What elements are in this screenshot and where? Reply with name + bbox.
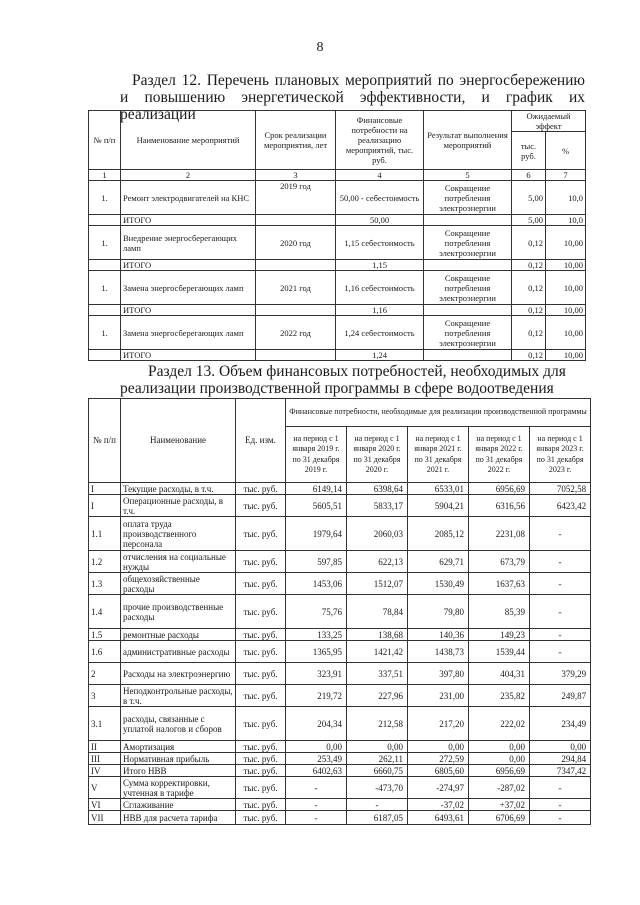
row-value: 85,39 (469, 595, 530, 629)
table-row (89, 181, 586, 215)
table-row (89, 495, 591, 517)
row-value: - (530, 811, 591, 825)
row-unit: тыс. руб. (236, 777, 286, 799)
row-finance: 1,15 себестоимость (336, 226, 424, 260)
row-finance: 1,24 себестоимость (336, 316, 424, 350)
row-value: 1979,64 (286, 517, 347, 551)
row-value: 0,00 (286, 741, 347, 753)
table-row (89, 811, 591, 825)
header-period: на период с 1 января 2021 г. по 31 декабря 2021 г. (408, 427, 469, 483)
row-value: - (530, 595, 591, 629)
row-value: 622,13 (347, 551, 408, 573)
row-name: общехозяйственные расходы (121, 573, 236, 595)
row-value: 673,79 (469, 551, 530, 573)
col-number: 7 (546, 170, 586, 181)
row-value: - (530, 777, 591, 799)
row-result: Сокращение потребления электроэнергии (424, 316, 512, 350)
row-value: 597,85 (286, 551, 347, 573)
row-name: Операционные расходы, в т.ч. (121, 495, 236, 517)
row-value: -37,02 (408, 799, 469, 811)
row-value: - (530, 799, 591, 811)
row-rub: 0,12 (512, 226, 546, 260)
row-result: Сокращение потребления электроэнергии (424, 181, 512, 215)
total-pct: 10,00 (546, 350, 586, 361)
row-value: 6533,01 (408, 483, 469, 495)
row-value: - (530, 629, 591, 641)
row-num: VI (89, 799, 121, 811)
row-num: 1. (89, 316, 121, 350)
row-value: 404,31 (469, 663, 530, 685)
row-value: -473,70 (347, 777, 408, 799)
row-value: 397,80 (408, 663, 469, 685)
header-num: № п/п (89, 399, 121, 483)
row-name: Текущие расходы, в т.ч. (121, 483, 236, 495)
row-value: -287,02 (469, 777, 530, 799)
row-unit: тыс. руб. (236, 483, 286, 495)
row-value: 219,72 (286, 685, 347, 707)
total-finance: 1,15 (336, 260, 424, 271)
financial-needs-table (88, 398, 591, 825)
row-value: 294,84 (530, 753, 591, 765)
row-name: Итого НВВ (121, 765, 236, 777)
header-period: на период с 1 января 2020 г. по 31 декабря 2020 г. (347, 427, 408, 483)
row-num: 1. (89, 226, 121, 260)
row-unit: тыс. руб. (236, 685, 286, 707)
row-num: 1.5 (89, 629, 121, 641)
row-value: 6660,75 (347, 765, 408, 777)
row-pct: 10,00 (546, 316, 586, 350)
row-value: 6402,63 (286, 765, 347, 777)
total-row (89, 305, 586, 316)
row-value: 1539,44 (469, 641, 530, 663)
row-result: Сокращение потребления электроэнергии (424, 271, 512, 305)
row-value: 6493,61 (408, 811, 469, 825)
row-value: 6706,69 (469, 811, 530, 825)
row-finance: 50,00 - себестоимость (336, 181, 424, 215)
col-number: 6 (512, 170, 546, 181)
row-num: 1.4 (89, 595, 121, 629)
row-num: 1.6 (89, 641, 121, 663)
row-value: 75,76 (286, 595, 347, 629)
row-term: 2020 год (256, 226, 336, 260)
row-name: Ремонт электродвигателей на КНС (121, 181, 256, 215)
row-unit: тыс. руб. (236, 811, 286, 825)
row-value: 1438,73 (408, 641, 469, 663)
row-value: 6956,69 (469, 765, 530, 777)
row-value: 323,91 (286, 663, 347, 685)
row-value: 0,00 (469, 741, 530, 753)
row-value: 5904,21 (408, 495, 469, 517)
row-num: I (89, 495, 121, 517)
row-unit: тыс. руб. (236, 741, 286, 753)
row-value: 2231,08 (469, 517, 530, 551)
total-label: ИТОГО (121, 215, 256, 226)
header-name: Наименование (121, 399, 236, 483)
row-unit: тыс. руб. (236, 573, 286, 595)
col-number: 2 (121, 170, 256, 181)
row-value: 78,84 (347, 595, 408, 629)
table-row (89, 663, 591, 685)
table-row (89, 573, 591, 595)
row-term: 2019 год (256, 181, 336, 215)
row-num: II (89, 741, 121, 753)
row-rub: 0,12 (512, 316, 546, 350)
header-term: Срок реализации мероприятия, лет (256, 111, 336, 170)
row-name: Сглаживание (121, 799, 236, 811)
row-pct: 10,00 (546, 271, 586, 305)
table-row (89, 641, 591, 663)
row-value: - (347, 799, 408, 811)
row-value: 204,34 (286, 707, 347, 741)
row-num: 3 (89, 685, 121, 707)
table-row (89, 517, 591, 551)
row-value: -274,97 (408, 777, 469, 799)
row-value: 222,02 (469, 707, 530, 741)
row-num: 1. (89, 271, 121, 305)
row-num: VII (89, 811, 121, 825)
table-row (89, 777, 591, 799)
row-value: 1365,95 (286, 641, 347, 663)
total-rub: 0,12 (512, 305, 546, 316)
table-row (89, 685, 591, 707)
header-effect: Ожидаемый эффект (512, 111, 586, 132)
row-unit: тыс. руб. (236, 765, 286, 777)
row-unit: тыс. руб. (236, 495, 286, 517)
row-name: Амортизация (121, 741, 236, 753)
table-row (89, 271, 586, 305)
row-value: 7347,42 (530, 765, 591, 777)
row-rub: 5,00 (512, 181, 546, 215)
section-13-title: Раздел 13. Объем финансовых потребностей, необходимых для реализации производственной программы в сфере водоотведения (120, 363, 566, 397)
table-row (89, 799, 591, 811)
header-period: на период с 1 января 2019 г. по 31 декабря 2019 г. (286, 427, 347, 483)
table-row (89, 707, 591, 741)
row-pct: 10,00 (546, 226, 586, 260)
table-row (89, 765, 591, 777)
row-num: 2 (89, 663, 121, 685)
total-finance: 50,00 (336, 215, 424, 226)
header-num: № п/п (89, 111, 121, 170)
row-value: 231,00 (408, 685, 469, 707)
row-num: III (89, 753, 121, 765)
header-unit: Ед. изм. (236, 399, 286, 483)
row-value: 217,20 (408, 707, 469, 741)
total-pct: 10,00 (546, 260, 586, 271)
table-row (89, 753, 591, 765)
total-rub: 0,12 (512, 350, 546, 361)
row-value: 6187,05 (347, 811, 408, 825)
table-row (89, 551, 591, 573)
row-value: 0,00 (347, 741, 408, 753)
row-value: 2085,12 (408, 517, 469, 551)
col-number: 5 (424, 170, 512, 181)
table-row (89, 316, 586, 350)
row-value: 1530,49 (408, 573, 469, 595)
row-value: 6398,64 (347, 483, 408, 495)
total-row (89, 215, 586, 226)
total-row (89, 350, 586, 361)
row-unit: тыс. руб. (236, 551, 286, 573)
row-value: - (530, 641, 591, 663)
row-rub: 0,12 (512, 271, 546, 305)
row-value: 6423,42 (530, 495, 591, 517)
row-name: Замена энергосберегающих ламп (121, 316, 256, 350)
total-label: ИТОГО (121, 305, 256, 316)
section-12-title: Раздел 12. Перечень плановых мероприятий по энергосбережению и повышению энергетической эффективности, и график их реализации (120, 72, 585, 123)
row-value: 629,71 (408, 551, 469, 573)
total-label: ИТОГО (121, 350, 256, 361)
header-finance: Финансовые потребности, необходимые для реализации производственной программы (286, 399, 591, 427)
col-number: 4 (336, 170, 424, 181)
row-value: 5605,51 (286, 495, 347, 517)
row-name: оплата труда производственного персонала (121, 517, 236, 551)
table-row (89, 629, 591, 641)
row-value: +37,02 (469, 799, 530, 811)
row-num: 1.2 (89, 551, 121, 573)
row-value: 337,51 (347, 663, 408, 685)
row-term: 2022 год (256, 316, 336, 350)
row-value: 149,23 (469, 629, 530, 641)
row-term: 2021 год (256, 271, 336, 305)
row-num: 1. (89, 181, 121, 215)
header-effect-rub: тыс. руб. (512, 132, 546, 170)
row-value: 212,58 (347, 707, 408, 741)
row-value: 262,11 (347, 753, 408, 765)
row-num: IV (89, 765, 121, 777)
row-value: 1637,63 (469, 573, 530, 595)
row-name: административные расходы (121, 641, 236, 663)
row-num: 1.3 (89, 573, 121, 595)
row-value: 6956,69 (469, 483, 530, 495)
row-name: расходы, связанные с уплатой налогов и сборов (121, 707, 236, 741)
row-name: НВВ для расчета тарифа (121, 811, 236, 825)
row-unit: тыс. руб. (236, 799, 286, 811)
row-name: Неподконтрольные расходы, в т.ч. (121, 685, 236, 707)
header-name: Наименование мероприятий (121, 111, 256, 170)
row-unit: тыс. руб. (236, 663, 286, 685)
row-result: Сокращение потребления электроэнергии (424, 226, 512, 260)
table-row (89, 226, 586, 260)
row-unit: тыс. руб. (236, 595, 286, 629)
row-value: 1512,07 (347, 573, 408, 595)
row-value: 0,00 (469, 753, 530, 765)
row-value: 138,68 (347, 629, 408, 641)
row-unit: тыс. руб. (236, 517, 286, 551)
row-unit: тыс. руб. (236, 707, 286, 741)
row-name: Расходы на электроэнергию (121, 663, 236, 685)
row-name: ремонтные расходы (121, 629, 236, 641)
row-pct: 10,0 (546, 181, 586, 215)
row-value: 6316,56 (469, 495, 530, 517)
row-num: I (89, 483, 121, 495)
row-name: Нормативная прибыль (121, 753, 236, 765)
row-value: 79,80 (408, 595, 469, 629)
row-name: отчисления на социальные нужды (121, 551, 236, 573)
row-value: 227,96 (347, 685, 408, 707)
row-value: - (286, 811, 347, 825)
row-value: - (530, 517, 591, 551)
row-value: 249,87 (530, 685, 591, 707)
row-num: V (89, 777, 121, 799)
header-finance: Финансовые потребности на реализацию мероприятий, тыс. руб. (336, 111, 424, 170)
row-value: 5833,17 (347, 495, 408, 517)
row-value: 7052,58 (530, 483, 591, 495)
total-row (89, 260, 586, 271)
row-value: 235,82 (469, 685, 530, 707)
row-value: 379,29 (530, 663, 591, 685)
energy-saving-table (88, 110, 586, 361)
page-number: 8 (316, 40, 324, 55)
total-label: ИТОГО (121, 260, 256, 271)
row-finance: 1,16 себестоимость (336, 271, 424, 305)
row-num: 1.1 (89, 517, 121, 551)
total-pct: 10,0 (546, 215, 586, 226)
col-number: 3 (256, 170, 336, 181)
row-value: 1453,06 (286, 573, 347, 595)
row-value: 234,49 (530, 707, 591, 741)
row-value: - (530, 551, 591, 573)
header-effect-pct: % (546, 132, 586, 170)
row-value: 272,59 (408, 753, 469, 765)
table-row (89, 595, 591, 629)
total-rub: 0,12 (512, 260, 546, 271)
row-value: 0,00 (530, 741, 591, 753)
header-period: на период с 1 января 2023 г. по 31 декабря 2023 г. (530, 427, 591, 483)
total-finance: 1,24 (336, 350, 424, 361)
row-value: - (286, 777, 347, 799)
row-value: 2060,03 (347, 517, 408, 551)
table-row (89, 483, 591, 495)
total-finance: 1,16 (336, 305, 424, 316)
row-value: 140,36 (408, 629, 469, 641)
header-result: Результат выполнения мероприятий (424, 111, 512, 170)
row-name: Замена энергосберегающих ламп (121, 271, 256, 305)
row-value: 133,25 (286, 629, 347, 641)
total-rub: 5,00 (512, 215, 546, 226)
table-row (89, 741, 591, 753)
row-unit: тыс. руб. (236, 753, 286, 765)
row-value: 0,00 (408, 741, 469, 753)
row-value: 6805,60 (408, 765, 469, 777)
header-period: на период с 1 января 2022 г. по 31 декабря 2022 г. (469, 427, 530, 483)
row-value: - (530, 573, 591, 595)
row-name: Внедрение энергосберегающих ламп (121, 226, 256, 260)
row-value: 253,49 (286, 753, 347, 765)
col-number: 1 (89, 170, 121, 181)
row-value: 1421,42 (347, 641, 408, 663)
row-value: 6149,14 (286, 483, 347, 495)
row-unit: тыс. руб. (236, 641, 286, 663)
row-name: прочие производственные расходы (121, 595, 236, 629)
row-name: Сумма корректировки, учтенная в тарифе (121, 777, 236, 799)
row-unit: тыс. руб. (236, 629, 286, 641)
row-num: 3.1 (89, 707, 121, 741)
total-pct: 10,00 (546, 305, 586, 316)
row-value: - (286, 799, 347, 811)
